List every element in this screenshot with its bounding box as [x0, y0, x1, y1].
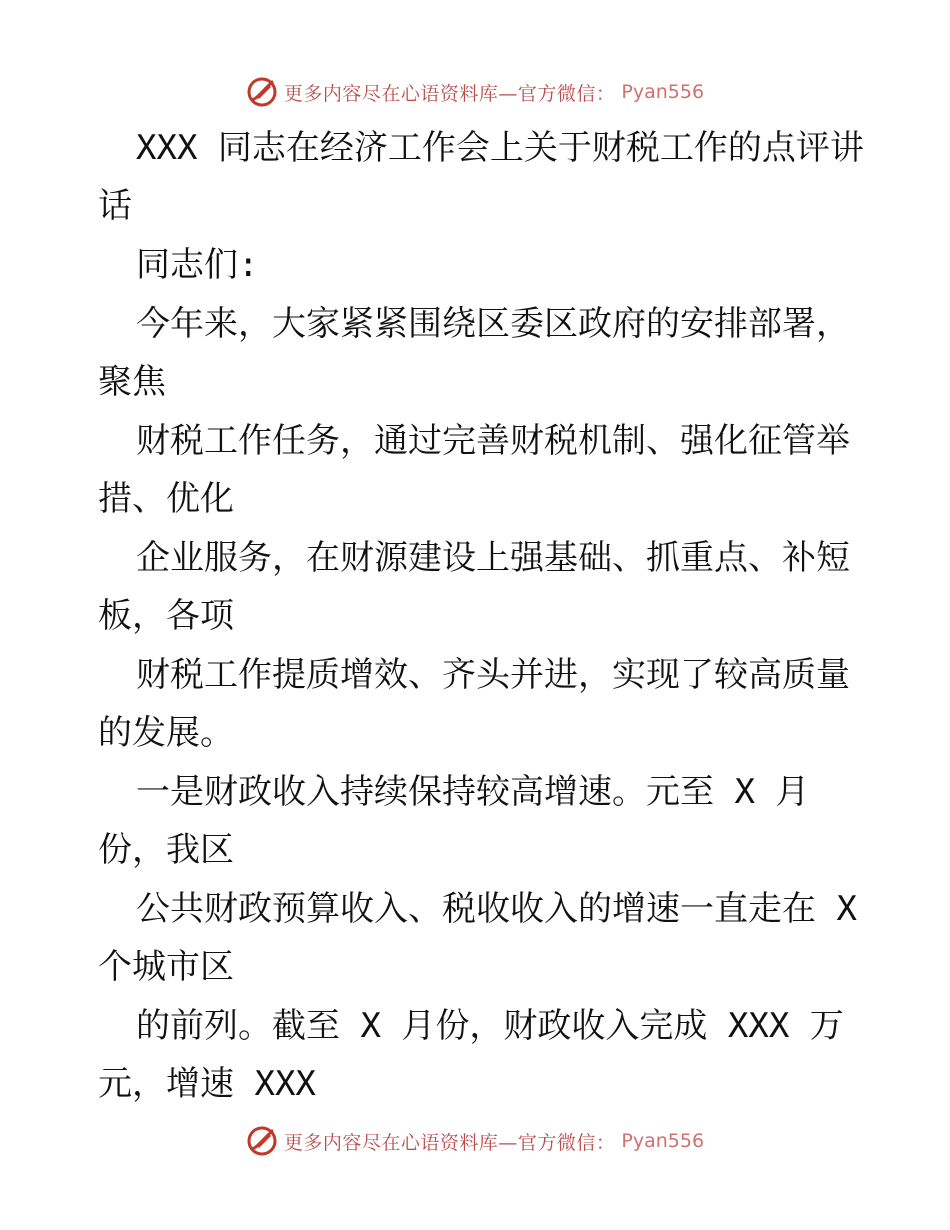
title-line-1: XXX 同志在经济工作会上关于财税工作的点评讲: [136, 128, 864, 168]
paragraph-line: 企业服务，在财源建设上强基础、抓重点、补短: [136, 538, 850, 578]
paragraph-line: 措、优化: [98, 479, 234, 519]
paragraph-line: 财税工作任务，通过完善财税机制、强化征管举: [136, 421, 850, 461]
footer-banner-wechat: Pyan556: [621, 1130, 705, 1152]
paragraph-line: 公共财政预算收入、税收收入的增速一直走在 X: [136, 889, 857, 929]
paragraph-line: 的发展。: [98, 713, 234, 753]
pen-logo-icon: [246, 1125, 278, 1157]
pen-logo-icon: [246, 76, 278, 108]
paragraph-line: 财税工作提质增效、齐头并进，实现了较高质量: [136, 655, 850, 695]
paragraph-line: 个城市区: [98, 947, 234, 987]
paragraph-line: 元，增速 XXX: [98, 1064, 316, 1104]
footer-banner-text: 更多内容尽在心语资料库—官方微信：: [283, 1131, 616, 1154]
header-banner-wechat: Pyan556: [621, 81, 705, 103]
header-banner: [0, 72, 950, 112]
paragraph-line: 的前列。截至 X 月份，财政收入完成 XXX 万: [136, 1006, 844, 1046]
paragraph-line: 聚焦: [98, 362, 166, 402]
paragraph-line: 今年来，大家紧紧围绕区委区政府的安排部署，: [136, 304, 850, 344]
footer-banner: [0, 1121, 950, 1161]
paragraph-line: 份，我区: [98, 830, 234, 870]
header-banner-text: 更多内容尽在心语资料库—官方微信：: [283, 82, 616, 105]
salutation: 同志们:: [136, 245, 259, 285]
title-line-2: 话: [98, 186, 132, 226]
paragraph-line: 一是财政收入持续保持较高增速。元至 X 月: [136, 772, 810, 812]
paragraph-line: 板，各项: [98, 596, 234, 636]
